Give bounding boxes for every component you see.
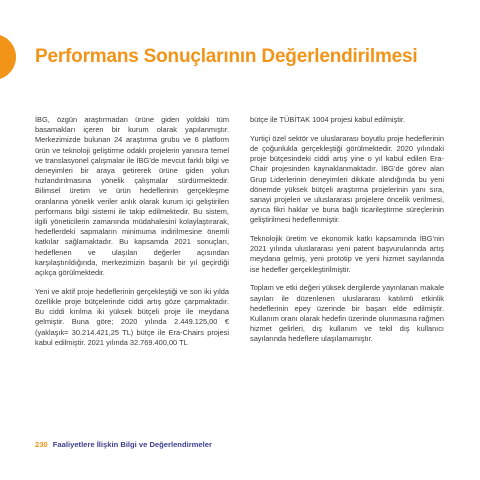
section-tab-marker <box>0 34 16 80</box>
page-number: 230 <box>35 440 48 449</box>
paragraph: Yeni ve aktif proje hedeflerinin gerçekleştiği ve son iki yılda özellikle proje bütçelerinde ciddi artış göze çarpmaktadır. Bu ciddi kırılma iki yüksek bütçeli proje ile meydana gelmiştir. Buna göre; 2020 yılında 2.449.125,00 € (yaklaşık= 30.214.421,25 TL) bütçe ile Era-Chairs projesi kabul edilmiştir. 2021 yılında 32.769.400,00 TL <box>35 286 229 347</box>
paragraph: Toplam ve etki değeri yüksek dergilerde yayınlanan makale sayıları ile düzenlenen uluslararası katılımlı etkinlik hedeflerinin epey üzerinde bir başarı elde edilmiştir. Kullanım oranı olarak hedefin üzerinde olunmasına rağmen hizmet gelirleri, dış kullanım ve tekil dış kullanıcı sayılarında hedeflere ulaşılamamıştır. <box>250 283 444 344</box>
page-title: Performans Sonuçlarının Değerlendirilmesi <box>35 46 418 67</box>
paragraph: Teknolojik üretim ve ekonomik katkı kapsamında İBG’nin 2021 yılında uluslararası yeni patent başvurularında artış meydana gelmiş, yeni prototip ve yeni hizmet sayılarında ise hedefler gerçekleştirilmiştir. <box>250 234 444 274</box>
page-footer <box>35 440 212 449</box>
paragraph: Yurtiçi özel sektör ve uluslararası boyutlu proje hedeflerinin de çoğunlukla gerçekleştiği görülmektedir. 2020 yılındaki proje bütçesindeki ciddi artış yine o yıl kabul edilen Era-Chair projesinden kaynaklanmaktadır. İBG’de görev alan Grup Liderlerinin deneyimleri dikkate alındığında bu yeni dönemde yüksek bütçeli araştırma projelerinin yanı sıra, sanayi projeleri ve uluslararası projelere öncelik verilmesi, ayrıca fikri haklar ve buna bağlı ticarileştirme süreçlerinin geliştirilmesi hedeflenmiştir. <box>250 133 444 225</box>
left-text-column <box>35 115 229 356</box>
paragraph: bütçe ile TÜBİTAK 1004 projesi kabul edilmiştir. <box>250 115 405 124</box>
right-text-column <box>250 115 444 353</box>
footer-section-label: Faaliyetlere İlişkin Bilgi ve Değerlendirmeler <box>52 440 212 449</box>
paragraph: İBG, özgün araştırmadan ürüne giden yoldaki tüm basamakları içeren bir kurum olarak yapılanmıştır. Merkezimizde bulunan 24 araştırma grubu ve 6 platform ürün ve teknoloji geliştirme odaklı projelerin yanısıra temel ve translasyonel çalışmalar ile İBG’de mevcut farklı bilgi ve deneyimleri bir araya getirerek ürüne giden yolun hızlandırılmasına yönelik çalışmalar sürdürmektedir. Bilimsel üretim ve ürün hedeflerinin gerçekleşme oranlarına yönelik veriler anlık olarak kurum içi geliştirilen performans bilgi sistemi ile takip edilmektedir. Bu sistem, ilgili yöneticilerin zamanında müdahalesini kolaylaştırarak, hedeflerdeki sapmaların minimuma indirilmesine önemli katkılar sağlamaktadır. Bu kapsamda 2021 sonuçları, hedeflenen ve ulaşılan değerler açısından karşılaştırıldığında, merkezimizin başarılı bir yıl geçirdiği açıkça görülmektedir. <box>35 115 229 278</box>
